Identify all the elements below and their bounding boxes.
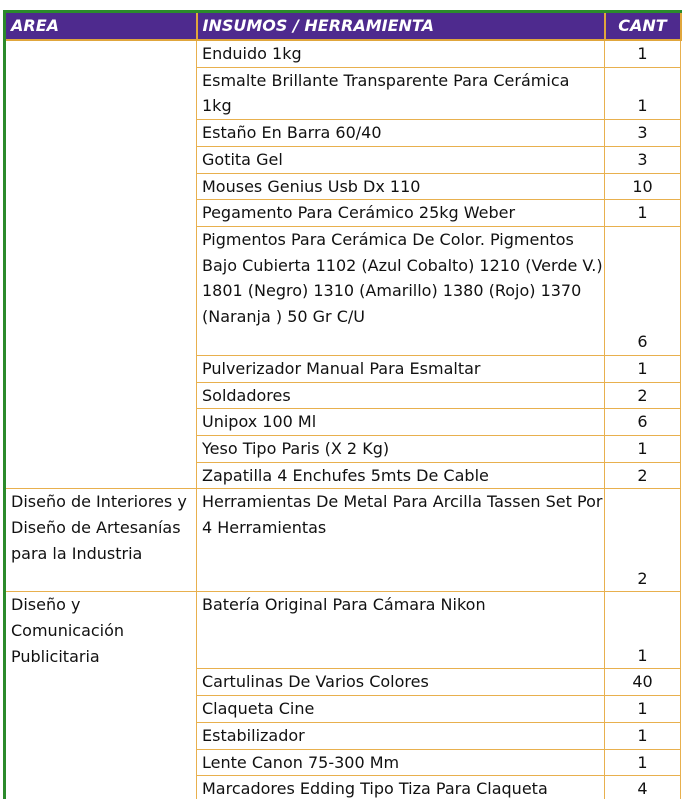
item-cell: Unipox 100 Ml xyxy=(197,409,605,436)
table-body xyxy=(5,40,681,799)
cant-cell: 40 xyxy=(605,669,681,696)
header-row xyxy=(5,12,681,41)
item-cell: Zapatilla 4 Enchufes 5mts De Cable xyxy=(197,462,605,489)
cant-cell: 3 xyxy=(605,146,681,173)
area-cell: Diseño de Interiores y Diseño de Artesanías para la Industria xyxy=(5,489,197,592)
item-cell: Cartulinas De Varios Colores xyxy=(197,669,605,696)
header-cant: CANT xyxy=(605,12,681,41)
cant-cell: 2 xyxy=(605,489,681,592)
item-cell: Mouses Genius Usb Dx 110 xyxy=(197,173,605,200)
cant-cell: 1 xyxy=(605,749,681,776)
table-row xyxy=(5,592,681,669)
item-cell: Herramientas De Metal Para Arcilla Tassen Set Por 4 Herramientas xyxy=(197,489,605,592)
cant-cell: 1 xyxy=(605,200,681,227)
cant-cell: 1 xyxy=(605,355,681,382)
item-cell: Esmalte Brillante Transparente Para Cerámica 1kg xyxy=(197,67,605,119)
cant-cell: 1 xyxy=(605,592,681,669)
cant-cell: 1 xyxy=(605,40,681,67)
header-area: AREA xyxy=(5,12,197,41)
table-row xyxy=(5,40,681,67)
cant-cell: 1 xyxy=(605,696,681,723)
area-cell xyxy=(5,40,197,489)
cant-cell: 4 xyxy=(605,776,681,799)
cant-cell: 3 xyxy=(605,120,681,147)
spreadsheet xyxy=(3,10,683,799)
cant-cell: 1 xyxy=(605,67,681,119)
item-cell: Estaño En Barra 60/40 xyxy=(197,120,605,147)
item-cell: Yeso Tipo Paris (X 2 Kg) xyxy=(197,436,605,463)
cant-cell: 6 xyxy=(605,409,681,436)
cant-cell: 10 xyxy=(605,173,681,200)
cant-cell: 2 xyxy=(605,462,681,489)
item-cell: Batería Original Para Cámara Nikon xyxy=(197,592,605,669)
item-cell: Pegamento Para Cerámico 25kg Weber xyxy=(197,200,605,227)
item-cell: Enduido 1kg xyxy=(197,40,605,67)
item-cell: Estabilizador xyxy=(197,722,605,749)
item-cell: Pigmentos Para Cerámica De Color. Pigmentos Bajo Cubierta 1102 (Azul Cobalto) 1210 (Verde V.) 1801 (Negro) 1310 (Amarillo) 1380 (Rojo) 1370 (Naranja ) 50 Gr C/U xyxy=(197,226,605,355)
header-item: INSUMOS / HERRAMIENTA xyxy=(197,12,605,41)
item-cell: Pulverizador Manual Para Esmaltar xyxy=(197,355,605,382)
cant-cell: 2 xyxy=(605,382,681,409)
cant-cell: 1 xyxy=(605,436,681,463)
item-cell: Gotita Gel xyxy=(197,146,605,173)
item-cell: Lente Canon 75-300 Mm xyxy=(197,749,605,776)
cant-cell: 6 xyxy=(605,226,681,355)
item-cell: Claqueta Cine xyxy=(197,696,605,723)
item-cell: Soldadores xyxy=(197,382,605,409)
area-cell: Diseño y Comunicación Publicitaria xyxy=(5,592,197,799)
table-row xyxy=(5,489,681,592)
cant-cell: 1 xyxy=(605,722,681,749)
supplies-table xyxy=(3,10,682,799)
item-cell: Marcadores Edding Tipo Tiza Para Claqueta xyxy=(197,776,605,799)
